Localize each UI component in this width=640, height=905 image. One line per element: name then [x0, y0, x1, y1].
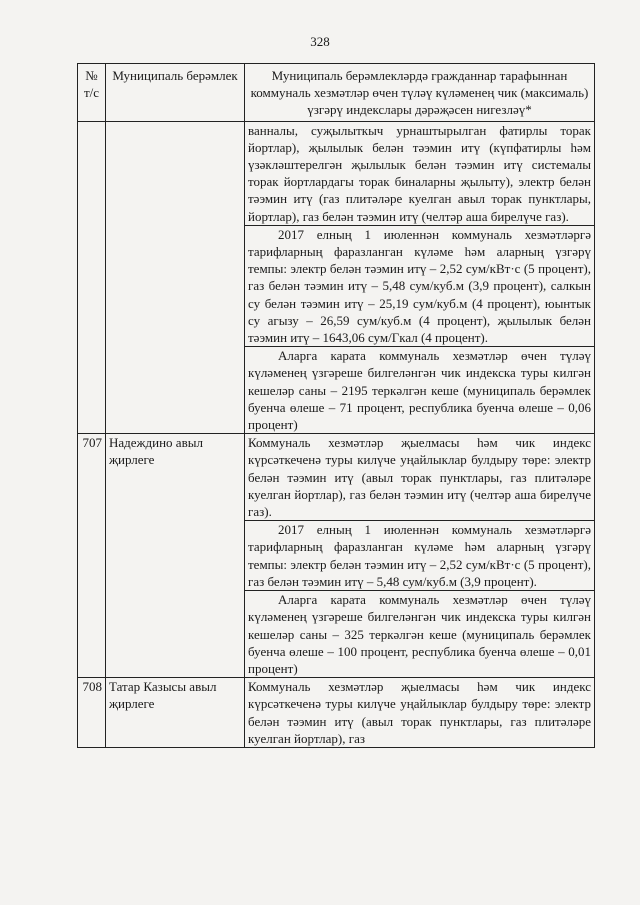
row-paragraph: Коммуналь хезмәтләр җыелмасы һәм чик индекс күрсәткеченә туры килүче уңайлыклар булдыру төре: электр белән тәэмин итү (авыл торак пунктлары, газ плитәләре куелган йортлар), газ белән тәэмин итү (челтәр аша бирелүче газ).	[245, 434, 594, 521]
row-municipality: Надеждино авыл җирлеге	[106, 434, 245, 678]
table-row	[78, 678, 595, 748]
table-row	[78, 121, 595, 434]
row-paragraph: ванналы, суҗылыткыч урнаштырылган фатирлы торак йортлар), җылылык белән тәэмин итү (күпфатирлы һәм үзәкләштерелгән җылылык белән тәэмин итү системалы торак йортлардагы торак биналарны җылыту), электр белән тәэмин итү (газ плитәләре куелган авыл торак пунктлары, йортлар), газ белән тәэмин итү (челтәр аша бирелүче газ).	[245, 122, 594, 226]
row-number: 707	[78, 434, 106, 678]
header-number: № т/с	[78, 64, 106, 122]
row-paragraph: Коммуналь хезмәтләр җыелмасы һәм чик индекс күрсәткеченә туры килүче уңайлыклар булдыру төре: электр белән тәэмин итү (авыл торак пунктлары, газ плитәләре куелган йортлар), газ	[248, 679, 591, 746]
row-paragraph: Аларга карата коммуналь хезмәтләр өчен түләү күләменең үзгәреше билгеләнгән чик индекска туры килгән кешеләр саны – 325 теркәлгән кеше (муниципаль берәмлек буенча өлеше – 100 процент, республика буенча өлеше – 0,01 процент)	[248, 592, 591, 676]
row-index-basis	[245, 678, 595, 748]
page-number: 328	[310, 34, 330, 49]
row-municipality: Татар Казысы авыл җирлеге	[106, 678, 245, 748]
row-municipality	[106, 121, 245, 434]
row-number: 708	[78, 678, 106, 748]
row-index-basis	[245, 121, 595, 434]
row-index-basis	[245, 434, 595, 678]
row-paragraph: 2017 елның 1 июленнән коммуналь хезмәтләргә тарифларның фаразланган күләме һәм аларның үзгәрү темпы: электр белән тәэмин итү – 2,52 сум/кВт·с (5 процент), газ белән тәэмин итү – 5,48 сум/куб.м (3,9 процент), салкын су белән тәэмин итү – 25,19 сум/куб.м (4 процент), юынтык су агызу – 26,59 сум/куб.м (4 процент), җылылык белән тәэмин итү – 1643,06 сум/Гкал (4 процент).	[245, 226, 594, 347]
tariff-table	[77, 63, 595, 748]
row-paragraph: Аларга карата коммуналь хезмәтләр өчен түләү күләменең үзгәреше билгеләнгән чик индекска туры килгән кешеләр саны – 2195 теркәлгән кеше (муниципаль берәмлек буенча өлеше – 71 процент, республика буенча өлеше – 0,06 процент)	[248, 348, 591, 433]
table-row	[78, 434, 595, 678]
table-body	[78, 121, 595, 747]
row-number	[78, 121, 106, 434]
header-index-basis: Муниципаль берәмлекләрдә гражданнар тарафыннан коммуналь хезмәтләр өчен түләү күләменең чик (максималь) үзгәрү индекслары дәрәҗәсен нигезләү*	[245, 64, 595, 122]
table-header-row	[78, 64, 595, 122]
header-municipality: Муниципаль берәмлек	[106, 64, 245, 122]
row-paragraph: 2017 елның 1 июленнән коммуналь хезмәтләргә тарифларның фаразланган күләме һәм аларның үзгәрү темпы: электр белән тәэмин итү – 2,52 сум/кВт·с (5 процент), газ белән тәэмин итү – 5,48 сум/куб.м (3,9 процент).	[245, 521, 594, 591]
